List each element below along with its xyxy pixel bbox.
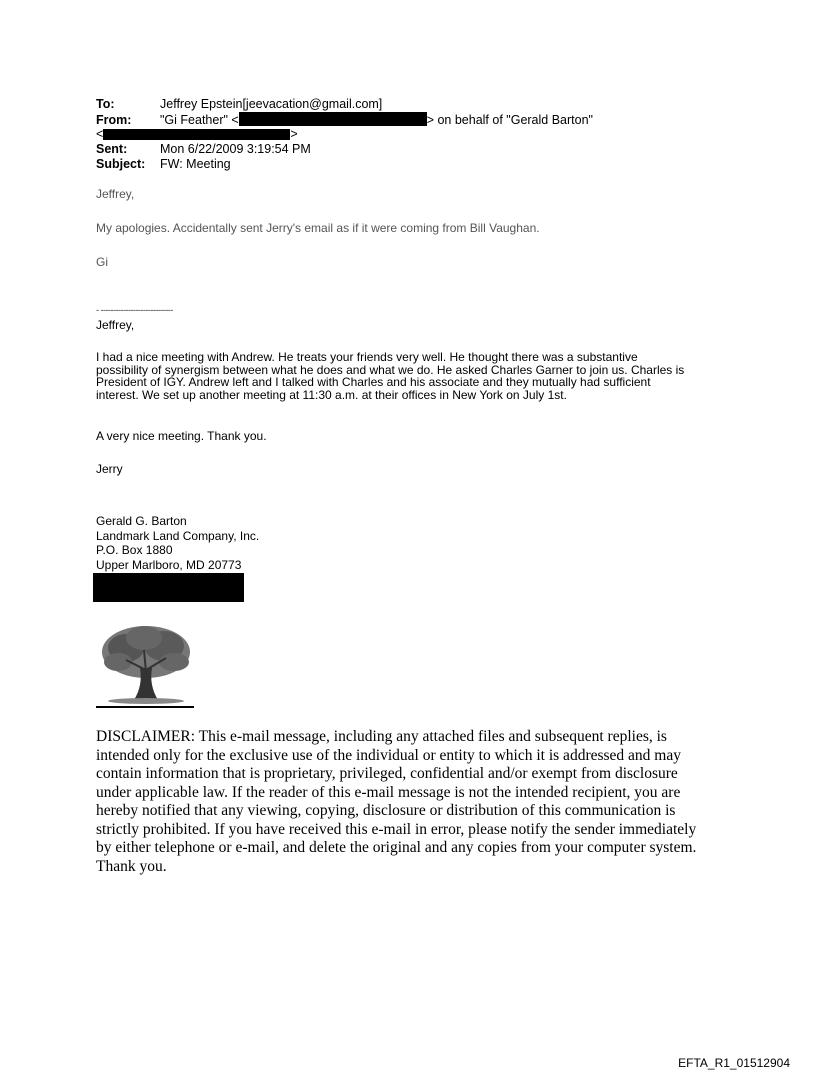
subject-value: FW: Meeting [160,157,231,171]
signature-city: Upper Marlboro, MD 20773 [96,557,242,572]
reply-greeting: Jeffrey, [96,187,135,201]
disclaimer-line: DISCLAIMER: This e-mail message, including any attached files and subsequent replies, is [96,728,667,745]
paragraph-line: President of IGY. Andrew left and I talked with Charles and his associate and they mutually had sufficient [96,375,651,389]
sent-value: Mon 6/22/2009 3:19:54 PM [160,142,311,156]
header-to [96,97,382,112]
subject-label: Subject: [96,157,146,171]
disclaimer [96,728,736,876]
paragraph-line: interest. We set up another meeting at 11:30 a.m. at their offices in New York on July 1st. [96,387,567,402]
header-from-line2 [96,127,298,142]
forward-paragraph [96,351,736,401]
redaction-block [93,573,244,602]
signature-company: Landmark Land Company, Inc. [96,528,260,543]
paragraph-line: I had a nice meeting with Andrew. He treats your friends very well. He thought there was a substantive [96,350,638,364]
from-line2-end: > [290,127,298,141]
from-value-end: > on behalf of "Gerald Barton" [426,113,593,127]
to-value: Jeffrey Epstein[jeevacation@gmail.com] [160,97,383,111]
disclaimer-line: intended only for the exclusive use of the individual or entity to which it is addressed and may [96,746,681,764]
forward-greeting: Jeffrey, [96,318,135,332]
header-subject [96,157,231,172]
from-label: From: [96,113,132,127]
oak-tree-icon [96,620,196,710]
header-sent [96,142,311,157]
reply-signoff: Gi [96,255,108,269]
signature-po-box: P.O. Box 1880 [96,543,173,557]
disclaimer-line: strictly prohibited. If you have received this e-mail in error, please notify the sender immediately [96,820,697,838]
document-id: EFTA_R1_01512904 [678,1056,790,1070]
redaction-bar [103,129,290,140]
disclaimer-line: Thank you. [96,857,167,875]
forward-closing: A very nice meeting. Thank you. [96,429,267,443]
paragraph-line: possibility of synergism between what he does and what we do. He asked Charles Garner to join us. Charles is [96,362,685,377]
signature-name: Gerald G. Barton [96,514,187,528]
forward-separator: - ----------------------------- [96,305,173,315]
signature-block [96,514,259,572]
redaction-bar [239,112,427,126]
sent-label: Sent: [96,142,128,156]
reply-message: My apologies. Accidentally sent Jerry's email as if it were coming from Bill Vaughan. [96,221,540,235]
from-line2-start: < [96,127,104,141]
header-from [96,112,593,128]
from-value-start: "Gi Feather" < [160,113,239,127]
disclaimer-line: contain information that is proprietary, privileged, confidential and/or exempt from disclosure [96,765,678,782]
to-label: To: [96,97,115,111]
disclaimer-line: under applicable law. If the reader of this e-mail message is not the intended recipient, you are [96,783,681,801]
disclaimer-line: hereby notified that any viewing, copying, disclosure or distribution of this communication is [96,802,676,819]
forward-signoff: Jerry [96,462,123,476]
disclaimer-line: by either telephone or e-mail, and delete the original and any copies from your computer system. [96,839,697,856]
